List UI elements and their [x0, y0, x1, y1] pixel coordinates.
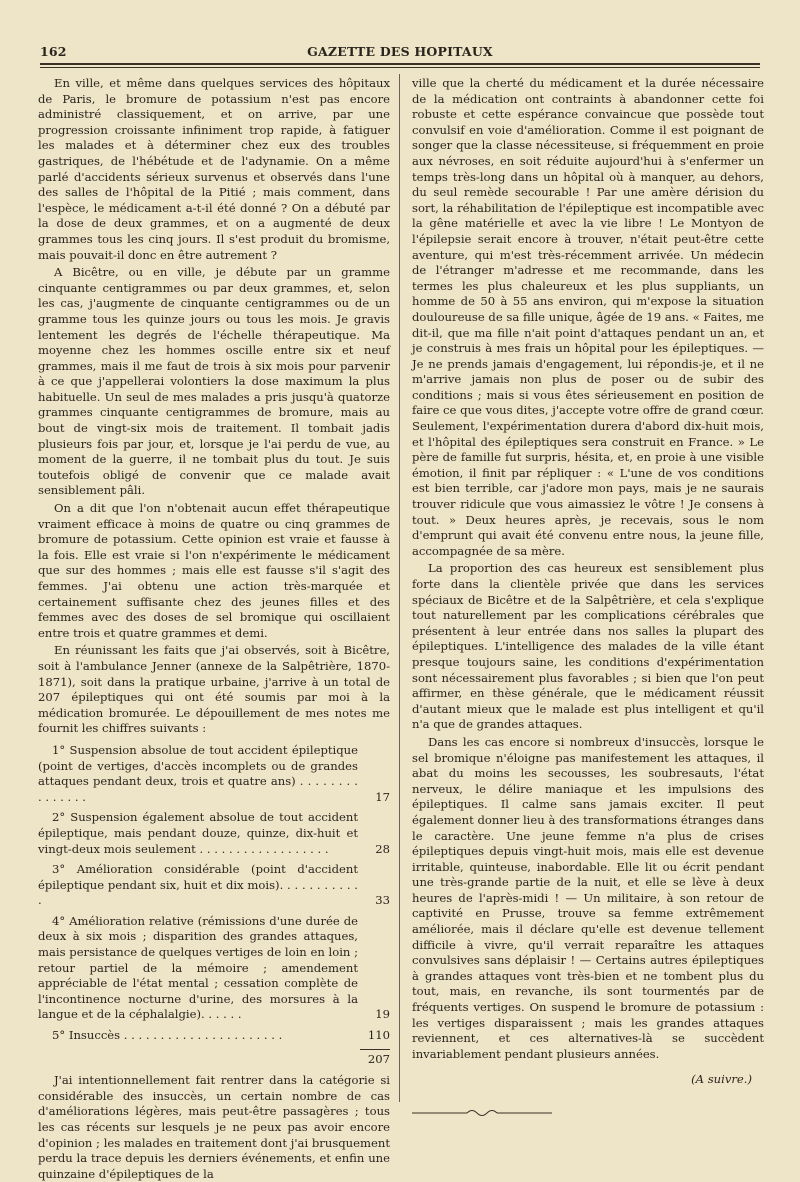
results-list [38, 743, 390, 1067]
result-text: 4° Amélioration relative (rémissions d'une durée de deux à six mois ; disparition des grandes attaques, mais persistance de quelques vertiges de loin en loin ; retour partiel de la mémoire ; amendement appréciable de l'état mental ; cessation complète de l'incontinence nocturne d'urine, des morsures à la langue et de la céphalalgie). . . . . . [38, 913, 358, 1022]
result-item [38, 743, 390, 805]
header-rule-thin [40, 67, 760, 68]
page-number: 162 [40, 44, 67, 59]
result-item [38, 862, 390, 909]
result-count: 19 [375, 1007, 390, 1022]
header-rule-thick [40, 63, 760, 65]
paragraph: A Bicêtre, ou en ville, je débute par un gramme cinquante centigrammes ou par deux grammes, et, selon les cas, j'augmente de cinquante centigrammes ou de un gramme tous les quinze jours ou tous les mois. Je gravis lentement les degrés de l'échelle thérapeutique. Ma moyenne chez les hommes oscille entre six et neuf grammes, mais il me faut de trois à six mois pour parvenir à ce que j'appellerai volontiers la dose maximum la plus habituelle. Un seul de mes malades a pris jusqu'à quatorze grammes cinquante centigrammes de bromure, mais au bout de vingt-six mois de traitement. Il tombait jadis plusieurs fois par jour, et, lorsque je l'ai perdu de vue, au moment de la guerre, il ne tombait plus du tout. Je suis toutefois obligé de convenir que ce malade avait sensiblement pâli. [38, 265, 390, 498]
result-item [38, 914, 390, 1023]
paragraph: La proportion des cas heureux est sensiblement plus forte dans la clientèle privée que dans les services spéciaux de Bicêtre et de la Salpêtrière, et cela s'explique tout naturellement par les complications cérébrales que présentent à leur entrée dans nos salles la plupart des épileptiques. L'intelligence des malades de la ville étant presque toujours saine, les conditions d'expérimentation sont nécessairement plus favorables ; si bien que l'on peut affirmer, en thèse générale, que le médicament réussit d'autant mieux que le malade est plus intelligent et qu'il n'a que de grandes attaques. [412, 561, 764, 732]
result-item [38, 810, 390, 857]
paragraph: Dans les cas encore si nombreux d'insuccès, lorsque le sel bromique n'éloigne pas manifestement les attaques, il abat du moins les secousses, les soubresauts, l'état nerveux, le délire maniaque et les impulsions des épileptiques. Il calme sans jamais exciter. Il peut également donner lieu à des transformations étranges dans le caractère. Une jeune femme n'a plus de crises épileptiques depuis vingt-huit mois, mais elle est devenue irritable, quinteuse, inabordable. Elle lit ou écrit pendant une très-grande partie de la nuit, et elle se lève à deux heures de l'après-midi ! — Un militaire, à son retour de captivité en Prusse, trouve sa femme extrêmement améliorée, mais il déclare qu'elle est devenue tellement difficile à vivre, qu'il verrait reparaître les attaques convulsives sans déplaisir ! — Certains autres épileptiques à grandes attaques vont très-bien et ne tombent plus du tout, mais, en revanche, ils sont tourmentés par de fréquents vertiges. On suspend le bromure de potassium : les vertiges disparaissent ; mais les grandes attaques reviennent, et ces alternatives-là se succèdent invariablement pendant plusieurs années. [412, 734, 764, 1061]
result-count: 17 [375, 789, 390, 804]
result-item [38, 1028, 390, 1044]
paragraph: J'ai intentionnellement fait rentrer dans la catégorie si considérable des insuccès, un certain nombre de cas d'améliorations légères, mais peut-être passagères ; tous les cas récents sur lesquels je ne peux pas avoir encore d'opinion ; les malades en traitement dont j'ai brusquement perdu la trace depuis les derniers événements, et enfin une quinzaine d'épileptiques de la [38, 1073, 390, 1181]
result-text: 1° Suspension absolue de tout accident épileptique (point de vertiges, d'accès incomplets ou de grandes attaques pendant deux, trois et quatre ans) . . . . . . . . . . . . . . . [38, 742, 358, 804]
result-text: 3° Amélioration considérable (point d'accident épileptique pendant six, huit et dix mois). . . . . . . . . . . . [38, 862, 358, 908]
to-be-continued: (A suivre.) [691, 1072, 752, 1087]
left-column [38, 76, 390, 1182]
paragraph: En réunissant les faits que j'ai observés, soit à Bicêtre, soit à l'ambulance Jenner (annexe de la Salpêtrière, 1870-1871), soit dans la pratique urbaine, j'arrive à un total de 207 épileptiques qui ont été soumis par moi à la médication bromurée. Le dépouillement de mes notes me fournit les chiffres suivants : [38, 643, 390, 736]
ornament-divider [412, 1108, 552, 1118]
paragraph: On a dit que l'on n'obtenait aucun effet thérapeutique vraiment efficace à moins de quatre ou cinq grammes de bromure de potassium. Cette opinion est vraie et fausse à la fois. Elle est vraie si l'on n'expérimente le médicament que sur des hommes ; mais elle est fausse s'il s'agit des femmes. J'ai obtenu une action très-marquée et certainement suffisante chez des jeunes filles et des femmes avec des doses de sel bromique qui oscillaient entre trois et quatre grammes et demi. [38, 501, 390, 640]
paragraph: En ville, et même dans quelques services des hôpitaux de Paris, le bromure de potassium n'est pas encore administré classiquement, et on arrive, par une progression croissante infiniment trop rapide, à fatiguer les malades et à déterminer chez eux des troubles gastriques, de l'hébétude et de l'adynamie. On a même parlé d'accidents sérieux survenus et observés dans l'une des salles de l'hôpital de la Pitié ; mais comment, dans l'espèce, le médicament a-t-il été donné ? On a débuté par la dose de deux grammes, et on a augmenté de deux grammes tous les cinq jours. Il s'est produit du bromisme, mais pouvait-il donc en être autrement ? [38, 76, 390, 262]
page-header [30, 44, 770, 62]
result-text: 2° Suspension également absolue de tout accident épileptique, mais pendant douze, quinze, dix-huit et vingt-deux mois seulement . . . . . . . . . . . . . . . . . . [38, 810, 358, 856]
column-divider [399, 74, 400, 1102]
results-total: 207 [360, 1049, 390, 1068]
paragraph: ville que la cherté du médicament et la durée nécessaire de la médication ont contraints à abandonner cette foi robuste et cette espérance convaincue que possède tout convulsif en voie d'amélioration. Comme il est poignant de songer que la classe nécessiteuse, si fréquemment en proie aux névroses, en soit réduite aujourd'hui à s'enfermer un temps très-long dans un hôpital où à manquer, au dehors, du seul remède secourable ! Par une amère dérision du sort, la réhabilitation de l'épileptique est incompatible avec la gêne matérielle et avec la vie libre ! Le Montyon de l'épilepsie serait encore à trouver, n'était peut-être cette aventure, qui m'est très-récemment arrivée. Un médecin de l'étranger m'adresse et me recommande, dans les termes les plus chaleureux et les plus suppliants, un homme de 50 à 55 ans environ, qui m'expose la situation douloureuse de sa fille unique, âgée de 19 ans. « Faites, me dit-il, que ma fille n'ait point d'attaques pendant un an, et je construis à mes frais un hôpital pour les épileptiques. — Je ne prends jamais d'engagement, lui répondis-je, et il ne m'arrive jamais non plus de poser ou de subir des conditions ; mais si vous êtes sérieusement en position de faire ce que vous dites, j'accepte votre offre de grand cœur. Seulement, l'expérimentation durera d'abord dix-huit mois, et l'hôpital des épileptiques sera construit en France. » Le père de famille fut surpris, hésita, et, en proie à une visible émotion, il finit par répliquer : « L'une de vos conditions est bien terrible, car j'adore mon pays, mais je ne saurais trouver ridicule que vous aimassiez le vôtre ! Je consens à tout. » Deux heures après, je recevais, sous le nom d'emprunt qui avait été convenu entre nous, la jeune fille, accompagnée de sa mère. [412, 76, 764, 558]
result-count: 33 [375, 893, 390, 908]
result-count: 28 [375, 841, 390, 856]
result-text: 5° Insuccès . . . . . . . . . . . . . . . . . . . . . . [52, 1028, 283, 1043]
right-column [412, 76, 764, 1123]
journal-title: GAZETTE DES HOPITAUX [307, 44, 493, 59]
result-count: 110 [367, 1028, 390, 1043]
